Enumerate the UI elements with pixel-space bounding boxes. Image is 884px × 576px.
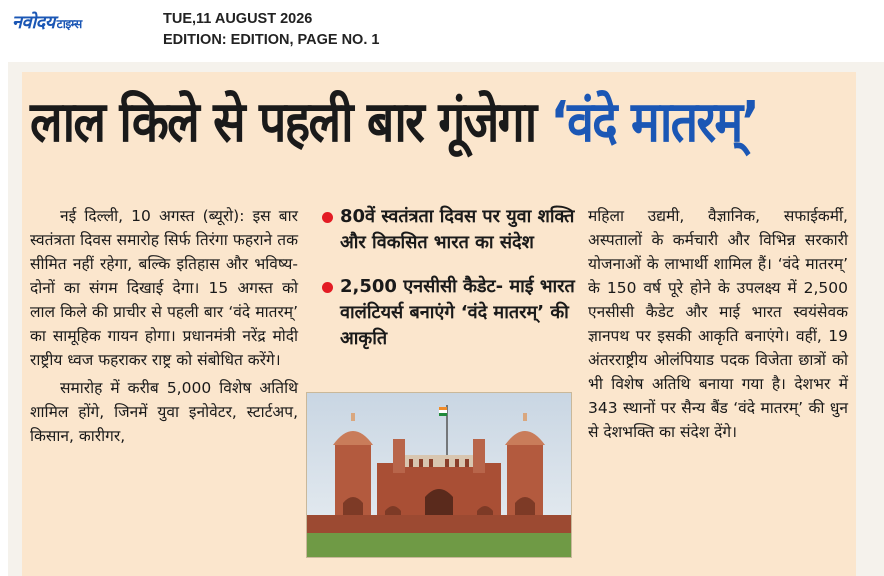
article-column-right <box>588 204 848 444</box>
logo-small-text: टाइम्स <box>56 17 82 31</box>
red-dot-icon <box>322 282 333 293</box>
article-column-left <box>30 204 298 448</box>
red-dot-icon <box>322 212 333 223</box>
highlight-bullets <box>318 204 576 370</box>
bullet-text: 80वें स्वतंत्रता दिवस पर युवा शक्ति और विकसित भारत का संदेश <box>340 206 575 253</box>
issue-date: TUE,11 AUGUST 2026 <box>163 11 313 27</box>
headline-text: लाल किले से पहली बार गूंजेगा <box>30 90 551 155</box>
edition-info: EDITION: EDITION, PAGE NO. 1 <box>163 32 380 48</box>
bullet-item <box>318 204 576 256</box>
newspaper-logo[interactable] <box>12 10 82 34</box>
headline-highlight: ‘वंदे मातरम्’ <box>550 90 758 155</box>
article-paragraph: नई दिल्ली, 10 अगस्त (ब्यूरो): इस बार स्वतंत्रता दिवस समारोह सिर्फ तिरंगा फहराने तक सीमित नहीं रहेगा, बल्कि इतिहास और भविष्य-दोनों का संगम दिखाई देगा। 15 अगस्त को लाल किले की प्राचीर से पहली बार ‘वंदे मातरम्’ का सामूहिक गायन होगा। प्रधानमंत्री नरेंद्र मोदी राष्ट्रीय ध्वज फहराकर राष्ट्र को संबोधित करेंगे। <box>30 207 298 369</box>
article-paragraph: समारोह में करीब 5,000 विशेष अतिथि शामिल होंगे, जिनमें युवा इनोवेटर, स्टार्टअप, किसान, कारीगर, <box>30 379 298 445</box>
bullet-text: 2,500 एनसीसी कैडेट- माई भारत वालंटियर्स बनाएंगे ‘वंदे मातरम्’ की आकृति <box>340 276 575 349</box>
article-paragraph: महिला उद्यमी, वैज्ञानिक, सफाईकर्मी, अस्पतालों के कर्मचारी और विभिन्न सरकारी योजनाओं के लाभार्थी शामिल हैं। ‘वंदे मातरम्’ के 150 वर्ष पूरे होने के उपलक्ष्य में 2,500 एनसीसी कैडेट और माई भारत स्वयंसेवक ज्ञानपथ पर इसकी आकृति बनाएंगे। वहीं, 19 अंतरराष्ट्रीय ओलंपियाड पदक विजेता छात्रों को भी विशेष अतिथि बनाया गया है। देशभर में 343 स्थानों पर सैन्य बैंड ‘वंदे मातरम्’ की धुन से देशभक्ति का संदेश देंगे। <box>588 207 848 441</box>
red-fort-photo <box>306 392 572 558</box>
bullet-item <box>318 274 576 352</box>
edition-meta <box>163 9 379 51</box>
logo-main-text: नवोदय <box>12 12 55 33</box>
masthead-bar <box>0 0 884 56</box>
article-headline <box>30 88 758 158</box>
